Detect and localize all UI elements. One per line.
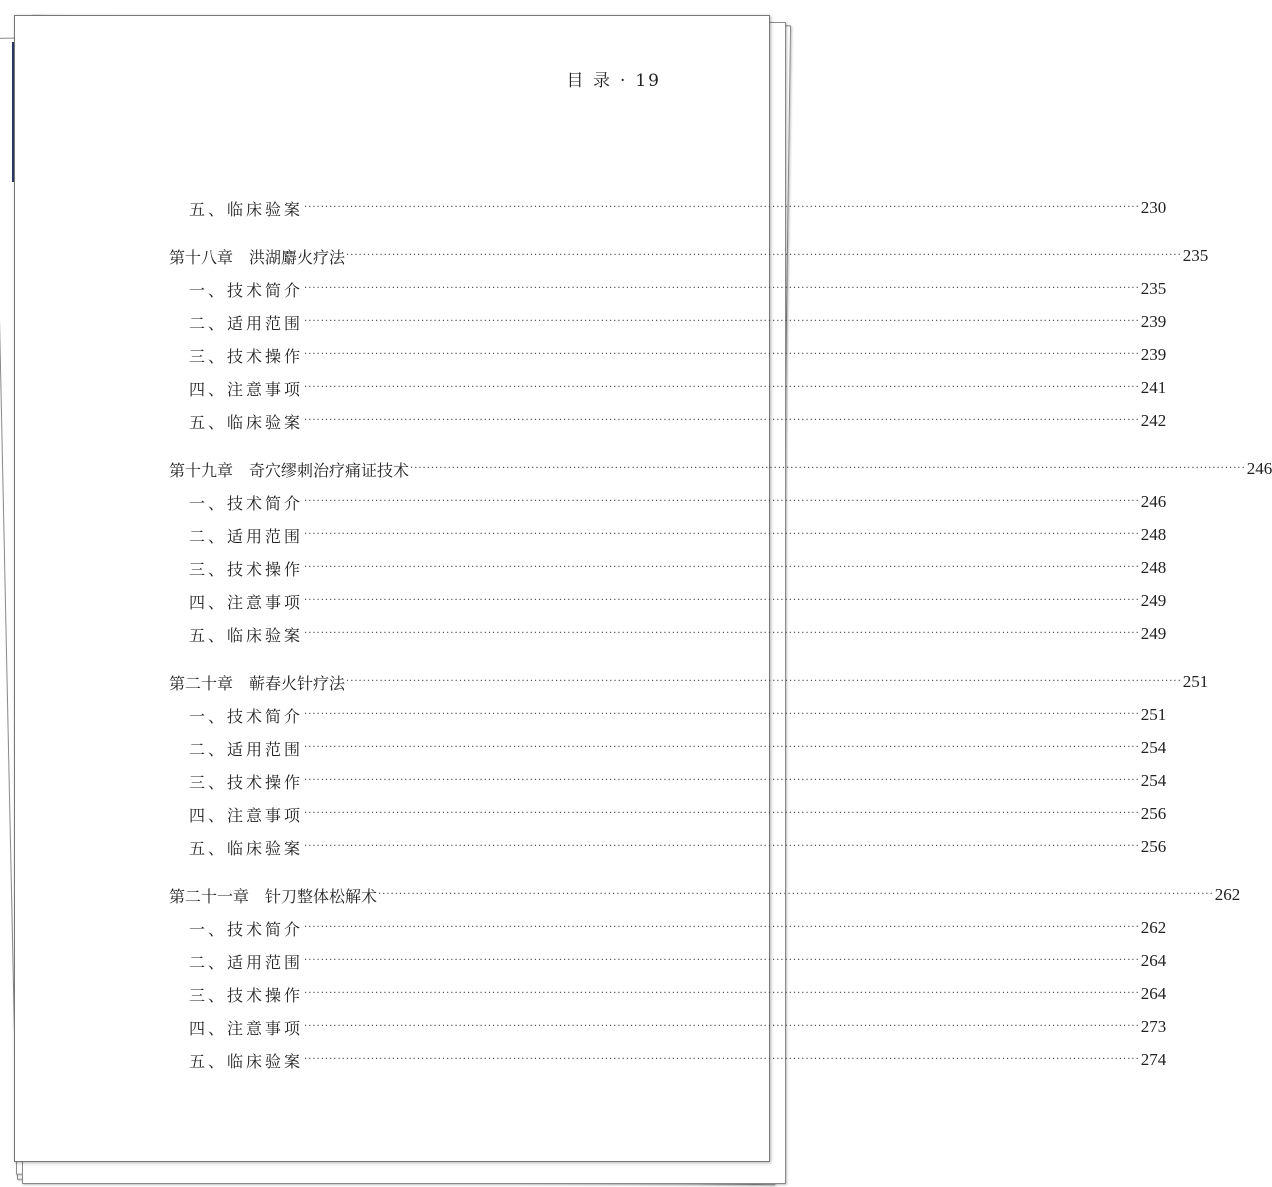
toc-section-entry[interactable] — [189, 310, 1167, 334]
toc-section-entry[interactable] — [189, 622, 1167, 646]
leader-dots: ········································································································································································································ — [304, 628, 1140, 639]
toc-section-entry[interactable] — [189, 703, 1167, 727]
entry-page-number: 264 — [1140, 984, 1167, 1003]
leader-dots: ········································································································································································································ — [304, 202, 1140, 213]
entry-page-number: 248 — [1140, 558, 1167, 577]
entry-page-number: 274 — [1140, 1050, 1167, 1069]
entry-page-number: 254 — [1140, 771, 1167, 790]
entry-page-number: 239 — [1140, 312, 1167, 331]
entry-page-number: 248 — [1140, 525, 1167, 544]
leader-dots: ········································································································································································································ — [304, 382, 1140, 393]
entry-page-number: 235 — [1140, 279, 1167, 298]
entry-page-number: 241 — [1140, 378, 1167, 397]
entry-title: 四、注意事项 — [189, 592, 304, 612]
entry-title: 五、临床验案 — [189, 412, 304, 432]
entry-title: 二、适用范围 — [189, 313, 304, 333]
leader-dots: ········································································································································································································ — [304, 709, 1140, 720]
entry-title: 第十八章 洪湖麝火疗法 — [169, 247, 346, 267]
entry-page-number: 251 — [1140, 705, 1167, 724]
toc-section-entry[interactable] — [189, 556, 1167, 580]
leader-dots: ········································································································································································································ — [346, 250, 1182, 261]
toc-section-entry[interactable] — [189, 736, 1167, 760]
entry-title: 一、技术简介 — [189, 493, 304, 513]
toc-page — [14, 15, 1272, 1162]
toc-chapter-entry[interactable] — [169, 244, 1209, 268]
toc-section-entry[interactable] — [189, 769, 1167, 793]
toc-section-entry[interactable] — [189, 343, 1167, 367]
leader-dots: ········································································································································································································ — [304, 562, 1140, 573]
entry-title: 三、技术操作 — [189, 772, 304, 792]
entry-title: 二、适用范围 — [189, 526, 304, 546]
leader-dots: ········································································································································································································ — [378, 889, 1214, 900]
entry-title: 一、技术简介 — [189, 280, 304, 300]
toc-section-entry[interactable] — [189, 982, 1167, 1006]
toc-chapter-entry[interactable] — [169, 670, 1209, 694]
entry-title: 五、临床验案 — [189, 1051, 304, 1071]
entry-page-number: 249 — [1140, 624, 1167, 643]
entry-page-number: 256 — [1140, 837, 1167, 856]
toc-chapter-entry[interactable] — [169, 883, 1241, 907]
leader-dots: ········································································································································································································ — [304, 415, 1140, 426]
entry-title: 四、注意事项 — [189, 1018, 304, 1038]
running-header — [567, 66, 661, 91]
entry-page-number: 246 — [1246, 459, 1272, 478]
entry-title: 五、临床验案 — [189, 838, 304, 858]
toc-section-entry[interactable] — [189, 1015, 1167, 1039]
entry-title: 一、技术简介 — [189, 706, 304, 726]
entry-title: 第十九章 奇穴缪刺治疗痛证技术 — [169, 460, 410, 480]
entry-page-number: 239 — [1140, 345, 1167, 364]
leader-dots: ········································································································································································································ — [304, 808, 1140, 819]
toc-section-entry[interactable] — [189, 196, 1167, 220]
header-section: 目 录 — [566, 71, 612, 91]
toc-section-entry[interactable] — [189, 376, 1167, 400]
leader-dots: ········································································································································································································ — [304, 988, 1140, 999]
toc-section-entry[interactable] — [189, 277, 1167, 301]
entry-title: 一、技术简介 — [189, 919, 304, 939]
header-page-number: 19 — [635, 71, 661, 91]
leader-dots: ········································································································································································································ — [304, 316, 1140, 327]
entry-page-number: 264 — [1140, 951, 1167, 970]
leader-dots: ········································································································································································································ — [410, 463, 1246, 474]
entry-page-number: 242 — [1140, 411, 1167, 430]
entry-title: 二、适用范围 — [189, 952, 304, 972]
toc-section-entry[interactable] — [189, 835, 1167, 859]
entry-page-number: 256 — [1140, 804, 1167, 823]
entry-page-number: 249 — [1140, 591, 1167, 610]
entry-title: 三、技术操作 — [189, 346, 304, 366]
entry-title: 第二十章 蕲春火针疗法 — [169, 673, 346, 693]
leader-dots: ········································································································································································································ — [304, 742, 1140, 753]
entry-title: 五、临床验案 — [189, 625, 304, 645]
entry-page-number: 254 — [1140, 738, 1167, 757]
entry-title: 四、注意事项 — [189, 805, 304, 825]
entry-page-number: 262 — [1214, 885, 1241, 904]
leader-dots: ········································································································································································································ — [346, 676, 1182, 687]
toc-section-entry[interactable] — [189, 409, 1167, 433]
entry-page-number: 230 — [1140, 198, 1167, 217]
leader-dots: ········································································································································································································ — [304, 955, 1140, 966]
leader-dots: ········································································································································································································ — [304, 283, 1140, 294]
leader-dots: ········································································································································································································ — [304, 496, 1140, 507]
entry-title: 五、临床验案 — [189, 199, 304, 219]
leader-dots: ········································································································································································································ — [304, 1021, 1140, 1032]
leader-dots: ········································································································································································································ — [304, 922, 1140, 933]
toc-section-entry[interactable] — [189, 916, 1167, 940]
entry-title: 三、技术操作 — [189, 985, 304, 1005]
header-separator: · — [619, 71, 628, 91]
leader-dots: ········································································································································································································ — [304, 529, 1140, 540]
leader-dots: ········································································································································································································ — [304, 841, 1140, 852]
entry-page-number: 246 — [1140, 492, 1167, 511]
toc-chapter-entry[interactable] — [169, 457, 1272, 481]
toc-section-entry[interactable] — [189, 1048, 1167, 1072]
leader-dots: ········································································································································································································ — [304, 775, 1140, 786]
toc-section-entry[interactable] — [189, 490, 1167, 514]
entry-page-number: 251 — [1182, 672, 1209, 691]
toc-section-entry[interactable] — [189, 523, 1167, 547]
entry-title: 三、技术操作 — [189, 559, 304, 579]
entry-page-number: 235 — [1182, 246, 1209, 265]
toc-section-entry[interactable] — [189, 949, 1167, 973]
entry-title: 四、注意事项 — [189, 379, 304, 399]
entry-title: 第二十一章 针刀整体松解术 — [169, 886, 378, 906]
entry-page-number: 273 — [1140, 1017, 1167, 1036]
entry-title: 二、适用范围 — [189, 739, 304, 759]
leader-dots: ········································································································································································································ — [304, 595, 1140, 606]
leader-dots: ········································································································································································································ — [304, 1054, 1140, 1065]
entry-page-number: 262 — [1140, 918, 1167, 937]
toc-section-entry[interactable] — [189, 589, 1167, 613]
leader-dots: ········································································································································································································ — [304, 349, 1140, 360]
toc-section-entry[interactable] — [189, 802, 1167, 826]
